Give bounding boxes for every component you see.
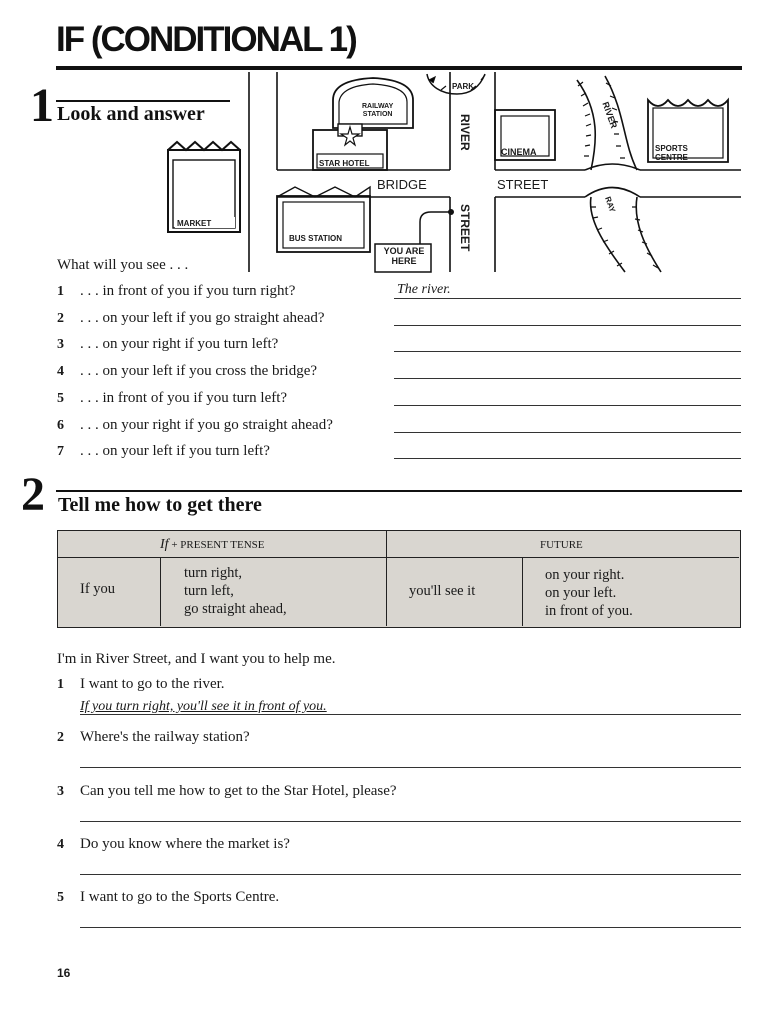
table-center-divider [386,531,387,626]
railway-station-label: RAILWAY STATION [362,103,394,118]
question-number: 3 [57,337,64,353]
section-1-heading: Look and answer [57,103,205,125]
street-vertical-label: STREET [458,204,472,252]
bus-station-label: BUS STATION [289,234,343,243]
question-text: . . . on your left if you cross the bridge? [80,363,318,380]
title-rule [56,66,742,70]
market-label: MARKET [177,219,212,228]
question-number: 1 [57,677,64,692]
grammar-table [57,530,741,628]
table-col-divider-2 [522,557,523,626]
cinema-label: CINEMA [501,147,537,157]
table-col-result: you'll see it [409,583,476,599]
question-number: 2 [57,730,64,746]
answer-line[interactable] [394,378,741,379]
street-label: STREET [497,177,549,192]
section-1-rule [56,100,230,102]
question-text: . . . on your right if you turn left? [80,336,279,353]
river-curved-label: RIVER [600,100,620,130]
answer-text: The river. [397,282,451,297]
question-number: 1 [57,284,64,299]
table-col-actions: turn right, turn left, go straight ahead, [184,565,287,617]
answer-line[interactable] [80,821,741,822]
question-text: Where's the railway station? [80,729,250,746]
answer-line[interactable] [394,298,741,299]
question-number: 5 [57,890,64,906]
answer-line[interactable] [394,458,741,459]
question-text: . . . in front of you if you turn left? [80,389,288,406]
answer-text: If you turn right, you'll see it in front of you. [80,699,327,714]
page-title: IF (CONDITIONAL 1) [56,20,356,59]
section-2-heading: Tell me how to get there [58,494,262,516]
table-col-if-you: If you [80,581,116,597]
section-2-rule [56,490,742,492]
table-col-divider-1 [160,557,161,626]
park-label: PARK [452,82,475,91]
section-1-prompt: What will you see . . . [57,257,189,273]
answer-line[interactable] [394,351,741,352]
you-are-here-label: YOU ARE HERE [383,246,425,266]
answer-line[interactable] [80,927,741,928]
star-hotel-label: STAR HOTEL [319,159,370,168]
question-text: I want to go to the river. [80,676,225,692]
question-number: 6 [57,417,64,433]
section-1-number: 1 [30,79,54,132]
table-header-future: FUTURE [540,539,583,551]
question-text: Do you know where the market is? [80,835,290,852]
question-number: 5 [57,390,64,406]
section-2-intro: I'm in River Street, and I want you to help me. [57,651,336,667]
answer-line[interactable] [394,325,741,326]
ray-label: RAY [603,195,618,214]
table-col-positions: on your right. on your left. in front of you. [545,567,633,619]
question-number: 3 [57,783,64,799]
answer-line[interactable] [80,874,741,875]
answer-line[interactable] [394,405,741,406]
question-number: 4 [57,836,64,852]
question-text: . . . on your left if you go straight ahead? [80,309,325,326]
page-number: 16 [57,966,71,980]
section-2-number: 2 [21,468,45,521]
question-text: Can you tell me how to get to the Star Hotel, please? [80,782,397,799]
river-vertical-label: RIVER [458,114,472,151]
question-text: . . . on your right if you go straight ahead? [80,416,333,433]
answer-line[interactable] [80,767,741,768]
question-number: 4 [57,364,64,380]
street-map [245,72,745,277]
question-text: . . . in front of you if you turn right? [80,283,296,299]
table-header-if: If + PRESENT TENSE [160,537,265,552]
question-number: 2 [57,310,64,326]
question-text: . . . on your left if you turn left? [80,443,270,460]
answer-line[interactable] [394,432,741,433]
question-number: 7 [57,444,64,460]
question-text: I want to go to the Sports Centre. [80,889,280,906]
sports-centre-label: SPORTS CENTRE [655,144,688,162]
bridge-label: BRIDGE [377,177,427,192]
